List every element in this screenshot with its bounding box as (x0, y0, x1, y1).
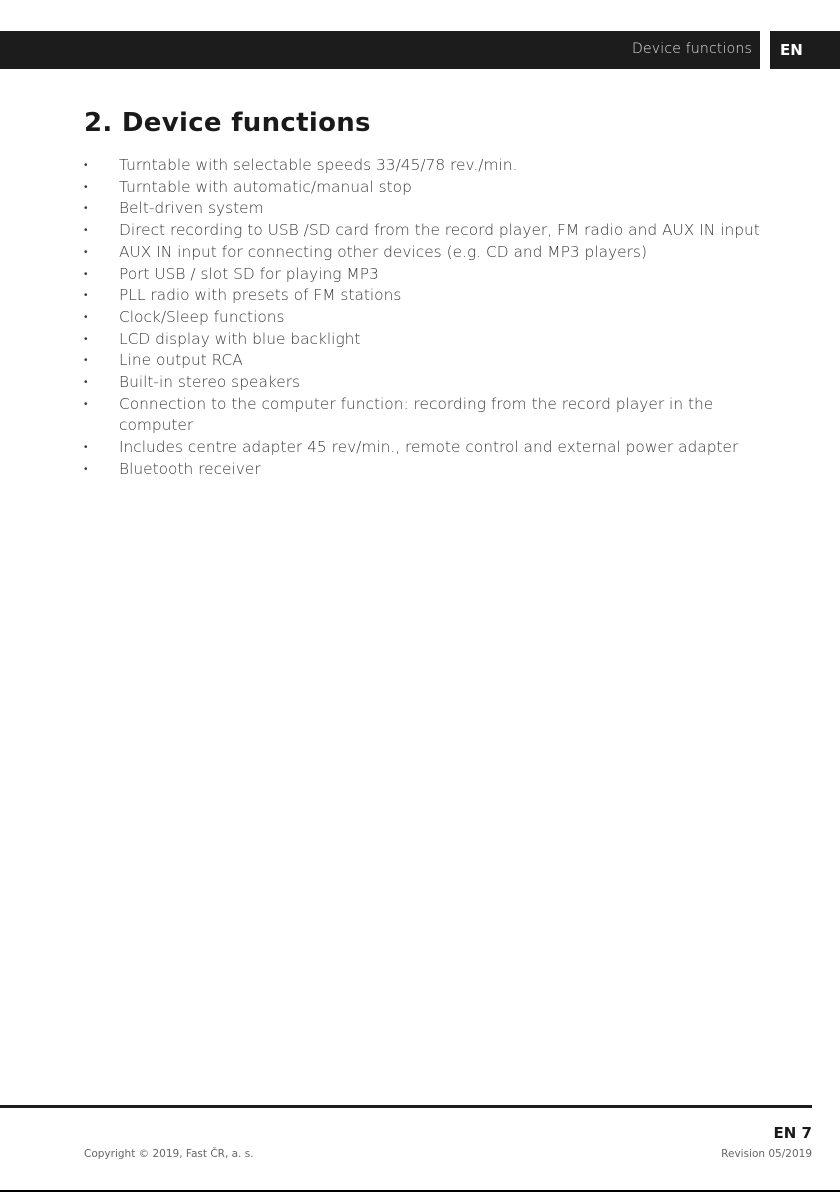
bullet-icon: • (84, 268, 88, 280)
bullet-icon: • (84, 355, 88, 367)
page-title: 2. Device functions (84, 108, 371, 138)
bullet-icon: • (84, 377, 88, 389)
bullet-icon: • (84, 225, 88, 237)
bullet-icon: • (84, 333, 88, 345)
list-item (84, 177, 774, 199)
bullet-icon: • (84, 463, 88, 475)
header-bar (0, 31, 760, 69)
list-item (84, 198, 774, 220)
bullet-icon: • (84, 290, 88, 302)
list-item (84, 242, 774, 264)
list-item (84, 307, 774, 329)
list-item (84, 394, 774, 437)
feature-text: Turntable with automatic/manual stop (119, 177, 412, 196)
feature-text: PLL radio with presets of FM stations (119, 286, 402, 305)
list-item (84, 329, 774, 351)
feature-text: Built-in stereo speakers (119, 373, 301, 392)
bullet-icon: • (84, 160, 88, 171)
footer-divider (0, 1105, 812, 1108)
list-item (84, 155, 774, 177)
page-number: EN 7 (773, 1124, 812, 1142)
language-badge: EN (770, 31, 840, 69)
bullet-icon: • (84, 246, 88, 258)
bullet-icon: • (84, 181, 88, 193)
feature-text: Turntable with selectable speeds 33/45/78 rev./min. (119, 156, 518, 174)
list-item (84, 264, 774, 286)
list-item (84, 437, 774, 459)
feature-text: AUX IN input for connecting other devices (e.g. CD and MP3 players) (119, 242, 647, 261)
header-section-title: Device functions (631, 41, 752, 57)
bullet-icon: • (84, 311, 88, 323)
feature-text: Bluetooth receiver (119, 459, 261, 478)
feature-text: Connection to the computer function: recording from the record player in the computer (119, 394, 714, 435)
list-item (84, 285, 774, 307)
feature-text: Direct recording to USB /SD card from the record player, FM radio and AUX IN input (119, 221, 760, 240)
feature-list (84, 155, 774, 481)
bullet-icon: • (84, 398, 88, 410)
feature-text: Includes centre adapter 45 rev/min., remote control and external power adapter (119, 438, 739, 457)
revision-text: Revision 05/2019 (721, 1148, 812, 1160)
feature-text: Clock/Sleep functions (119, 307, 285, 326)
bullet-icon: • (84, 442, 88, 454)
list-item (84, 220, 774, 242)
feature-text: LCD display with blue backlight (119, 329, 361, 348)
feature-text: Line output RCA (119, 351, 243, 370)
feature-text: Port USB / slot SD for playing MP3 (119, 264, 379, 283)
bullet-icon: • (84, 203, 88, 215)
copyright-text: Copyright © 2019, Fast ČR, a. s. (84, 1148, 254, 1160)
list-item (84, 459, 774, 481)
feature-text: Belt-driven system (119, 199, 264, 218)
list-item (84, 350, 774, 372)
list-item (84, 372, 774, 394)
